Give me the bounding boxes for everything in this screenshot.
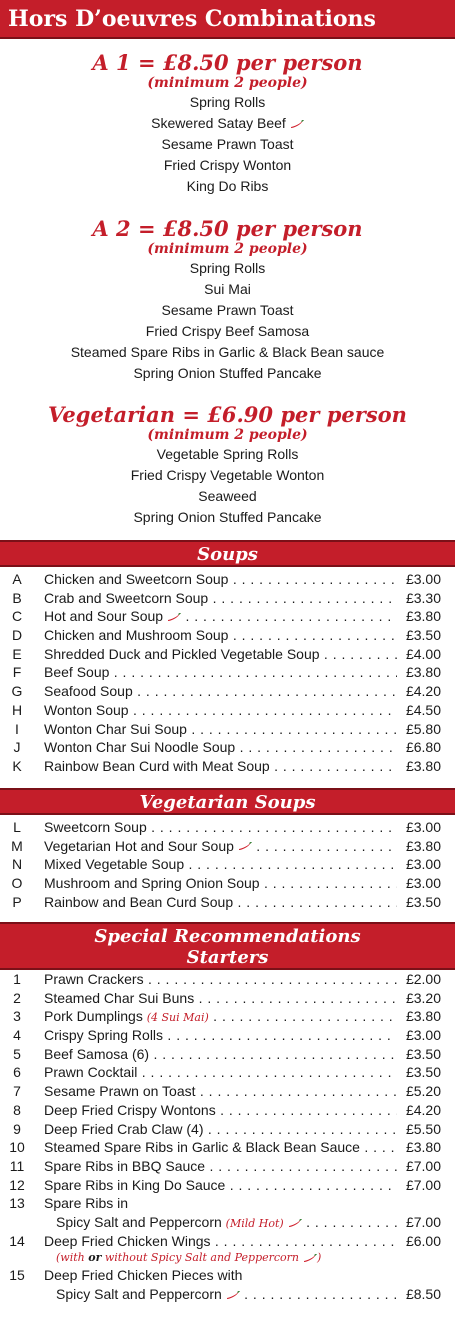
item-name: Prawn Crackers . . . — [44, 970, 397, 989]
item-name: Mushroom and Spring Onion Soup . . . — [44, 874, 397, 893]
menu-title: Hors D’oeuvres Combinations — [8, 6, 376, 32]
item-code: J — [13, 739, 21, 756]
item-code: 13 — [9, 1195, 25, 1212]
veg-soups-list — [0, 818, 455, 911]
item-name: Pork Dumplings (4 Sui Mai) . . . — [44, 1007, 397, 1028]
menu-item-row — [0, 1157, 455, 1176]
item-name: Crispy Spring Rolls . . . — [44, 1026, 397, 1045]
item-name: Spare Ribs in — [44, 1195, 129, 1212]
menu-item-row — [0, 663, 455, 682]
item-note-bold: or — [88, 1251, 102, 1265]
item-price: £6.80 — [405, 739, 441, 756]
item-name: Beef Soup . . . — [44, 663, 397, 682]
item-price: £4.20 — [405, 1101, 441, 1118]
item-price: £7.00 — [405, 1176, 441, 1193]
item-code: 4 — [13, 1027, 21, 1044]
combo-minimum: (minimum 2 people) — [147, 241, 308, 257]
item-price: £3.00 — [405, 1027, 441, 1044]
item-code: B — [12, 589, 22, 606]
item-name: Seafood Soup . . . — [44, 682, 397, 701]
item-name: Rainbow Bean Curd with Meat Soup . . . — [44, 757, 397, 776]
item-price: £5.50 — [405, 1120, 441, 1137]
item-name: Sweetcorn Soup . . . — [44, 818, 397, 837]
item-price: £5.20 — [405, 1083, 441, 1100]
section-title: Soups — [197, 544, 258, 565]
item-price: £3.00 — [405, 856, 441, 873]
chili-pepper-icon — [288, 1219, 302, 1228]
menu-item-row — [0, 837, 455, 856]
item-price: £3.50 — [405, 893, 441, 910]
item-name: Prawn Cocktail . . . — [44, 1063, 397, 1082]
item-price: £7.00 — [405, 1213, 441, 1230]
item-code: 6 — [13, 1064, 21, 1081]
item-code: N — [11, 856, 23, 873]
chili-pepper-icon — [238, 842, 252, 851]
item-name-line2: Spicy Salt and Peppercorn — [56, 1213, 222, 1230]
menu-item-row — [0, 1266, 455, 1285]
menu-item-row-continued — [0, 1285, 455, 1304]
item-code: 1 — [13, 971, 21, 987]
item-code: 11 — [9, 1157, 25, 1174]
item-price: £3.50 — [405, 627, 441, 644]
section-title: Vegetarian Soups — [139, 792, 316, 813]
item-price: £8.50 — [405, 1286, 441, 1302]
menu-item-row — [0, 893, 455, 912]
item-name: Chicken and Sweetcorn Soup . . . — [44, 570, 397, 589]
item-name: Steamed Char Sui Buns . . . — [44, 989, 397, 1008]
chili-pepper-icon — [303, 1254, 317, 1263]
item-price: £3.80 — [405, 1139, 441, 1156]
item-name: Shredded Duck and Pickled Vegetable Soup . . . — [44, 645, 397, 664]
menu-item-note-row — [0, 1250, 455, 1266]
combo-a1 — [0, 50, 455, 197]
menu-item-row — [0, 1120, 455, 1139]
combo-minimum: (minimum 2 people) — [147, 427, 308, 443]
combo-item: Fried Crispy Beef Samosa — [145, 323, 310, 339]
menu-item-row — [0, 626, 455, 645]
menu-item-row — [0, 1082, 455, 1101]
menu-item-row — [0, 757, 455, 776]
combo-item: Spring Rolls — [189, 260, 266, 276]
item-code: D — [11, 627, 23, 644]
item-price: £5.80 — [405, 720, 441, 737]
item-code: A — [12, 571, 22, 587]
menu-item-row — [0, 1007, 455, 1026]
soups-list — [0, 570, 455, 776]
item-name: Vegetarian Hot and Sour Soup . . . — [44, 837, 397, 856]
section-banner-starters — [0, 922, 455, 970]
menu-item-row — [0, 1176, 455, 1195]
combo-a2 — [0, 216, 455, 384]
combo-minimum: (minimum 2 people) — [147, 75, 308, 91]
chili-pepper-icon — [290, 120, 304, 129]
combo-item: Seaweed — [198, 488, 257, 504]
combo-item: Fried Crispy Wonton — [163, 157, 292, 173]
item-name: Spare Ribs in King Do Sauce . . . — [44, 1176, 397, 1195]
item-name: Chicken and Mushroom Soup . . . — [44, 626, 397, 645]
menu-item-row — [0, 855, 455, 874]
starters-list — [0, 970, 455, 1304]
chili-pepper-icon — [167, 613, 181, 622]
item-code: 7 — [13, 1083, 21, 1100]
item-price: £3.30 — [405, 589, 441, 606]
item-code: F — [12, 664, 22, 681]
combo-title: A 2 = £8.50 per person — [92, 216, 363, 241]
item-price: £2.00 — [405, 971, 441, 987]
item-code: I — [15, 720, 19, 737]
menu-item-row — [0, 645, 455, 664]
item-code: 10 — [9, 1139, 25, 1156]
item-name: Wonton Char Sui Noodle Soup . . . — [44, 738, 397, 757]
item-note: (Mild Hot) — [225, 1216, 284, 1230]
combo-vegetarian — [0, 402, 455, 528]
menu-item-row — [0, 701, 455, 720]
menu-item-row — [0, 738, 455, 757]
combo-item: Sui Mai — [204, 281, 251, 297]
item-code: O — [11, 875, 23, 892]
item-price: £7.00 — [405, 1157, 441, 1174]
menu-item-row — [0, 682, 455, 701]
item-price: £6.00 — [405, 1232, 441, 1249]
menu-item-row-continued — [0, 1213, 455, 1232]
item-code: 8 — [13, 1101, 21, 1118]
menu-item-row — [0, 1138, 455, 1157]
item-code: G — [11, 683, 23, 700]
item-name: Deep Fried Chicken Pieces with — [44, 1267, 243, 1284]
combo-item: Spring Onion Stuffed Pancake — [133, 509, 322, 525]
menu-item-row — [0, 874, 455, 893]
item-name: Rainbow and Bean Curd Soup . . . — [44, 893, 397, 912]
menu-item-row — [0, 1101, 455, 1120]
section-title: Special Recommendations — [94, 926, 361, 947]
combo-item: Steamed Spare Ribs in Garlic & Black Bean sauce — [70, 344, 385, 360]
item-price: £3.20 — [405, 989, 441, 1006]
item-code: 3 — [13, 1008, 21, 1025]
menu-item-row — [0, 818, 455, 837]
combo-item: King Do Ribs — [186, 178, 269, 194]
item-price: £3.80 — [405, 608, 441, 625]
menu-item-row — [0, 607, 455, 626]
item-price: £3.80 — [405, 837, 441, 854]
combo-item: Spring Onion Stuffed Pancake — [133, 365, 322, 381]
item-code: P — [12, 893, 22, 910]
item-name: Deep Fried Crispy Wontons . . . — [44, 1101, 397, 1120]
item-name-line2: Spicy Salt and Peppercorn — [56, 1286, 222, 1302]
item-name: Hot and Sour Soup . . . — [44, 607, 397, 626]
item-price: £4.50 — [405, 701, 441, 718]
item-name: Deep Fried Crab Claw (4) . . . — [44, 1120, 397, 1139]
combo-item: Spring Rolls — [189, 94, 266, 110]
combo-title: Vegetarian = £6.90 per person — [48, 402, 407, 427]
item-name: Deep Fried Chicken Wings . . . — [44, 1232, 397, 1251]
item-name: Mixed Vegetable Soup . . . — [44, 855, 397, 874]
menu-item-row — [0, 1063, 455, 1082]
item-code: K — [12, 757, 22, 774]
item-code: 15 — [9, 1267, 25, 1284]
item-code: H — [11, 701, 23, 718]
item-name: Steamed Spare Ribs in Garlic & Black Bean Sauce . . . — [44, 1138, 397, 1157]
item-price: £3.80 — [405, 757, 441, 774]
item-price: £3.50 — [405, 1064, 441, 1081]
item-price: £3.80 — [405, 664, 441, 681]
item-name: Beef Samosa (6) . . . — [44, 1045, 397, 1064]
item-code: E — [12, 645, 22, 662]
item-name-continued — [44, 1285, 397, 1304]
section-banner-veg-soups — [0, 788, 455, 815]
menu-item-row — [0, 570, 455, 589]
item-price: £3.00 — [405, 571, 441, 587]
item-code: L — [13, 819, 21, 835]
item-code: 2 — [13, 989, 21, 1006]
menu-item-row — [0, 1232, 455, 1251]
item-price: £3.80 — [405, 1008, 441, 1025]
menu-title-banner — [0, 0, 455, 39]
item-price: £3.00 — [405, 875, 441, 892]
section-banner-soups — [0, 540, 455, 567]
menu-item-row — [0, 1194, 455, 1213]
combo-item: Sesame Prawn Toast — [161, 302, 294, 318]
menu-item-row — [0, 1026, 455, 1045]
menu-item-row — [0, 989, 455, 1008]
item-code: 12 — [9, 1176, 25, 1193]
item-price: £3.50 — [405, 1045, 441, 1062]
item-name: Wonton Soup . . . — [44, 701, 397, 720]
combo-item: Vegetable Spring Rolls — [156, 446, 299, 462]
menu-item-row — [0, 589, 455, 608]
item-note: (4 Sui Mai) — [146, 1011, 209, 1025]
menu-item-row — [0, 1045, 455, 1064]
item-code: M — [11, 837, 23, 854]
item-name: Sesame Prawn on Toast . . . — [44, 1082, 397, 1101]
combo-item: Fried Crispy Vegetable Wonton — [130, 467, 325, 483]
item-name: Spare Ribs in BBQ Sauce . . . — [44, 1157, 397, 1176]
item-price: £4.20 — [405, 683, 441, 700]
menu-item-row — [0, 720, 455, 739]
menu-item-row — [0, 970, 455, 989]
item-code: 14 — [9, 1232, 25, 1249]
combo-item: Sesame Prawn Toast — [161, 136, 294, 152]
item-note: (with or without Spicy Salt and Peppercorn ) — [56, 1251, 322, 1265]
item-price: £4.00 — [405, 645, 441, 662]
item-name: Crab and Sweetcorn Soup . . . — [44, 589, 397, 608]
item-price: £3.00 — [405, 819, 441, 835]
item-name-continued — [44, 1213, 397, 1234]
item-code: 5 — [13, 1045, 21, 1062]
chili-pepper-icon — [226, 1291, 240, 1300]
combo-item: Skewered Satay Beef — [0, 113, 455, 134]
section-subtitle: Starters — [186, 947, 269, 968]
item-code: 9 — [13, 1120, 21, 1137]
combo-title: A 1 = £8.50 per person — [92, 50, 363, 75]
item-code: C — [11, 608, 23, 625]
item-name: Wonton Char Sui Soup . . . — [44, 720, 397, 739]
